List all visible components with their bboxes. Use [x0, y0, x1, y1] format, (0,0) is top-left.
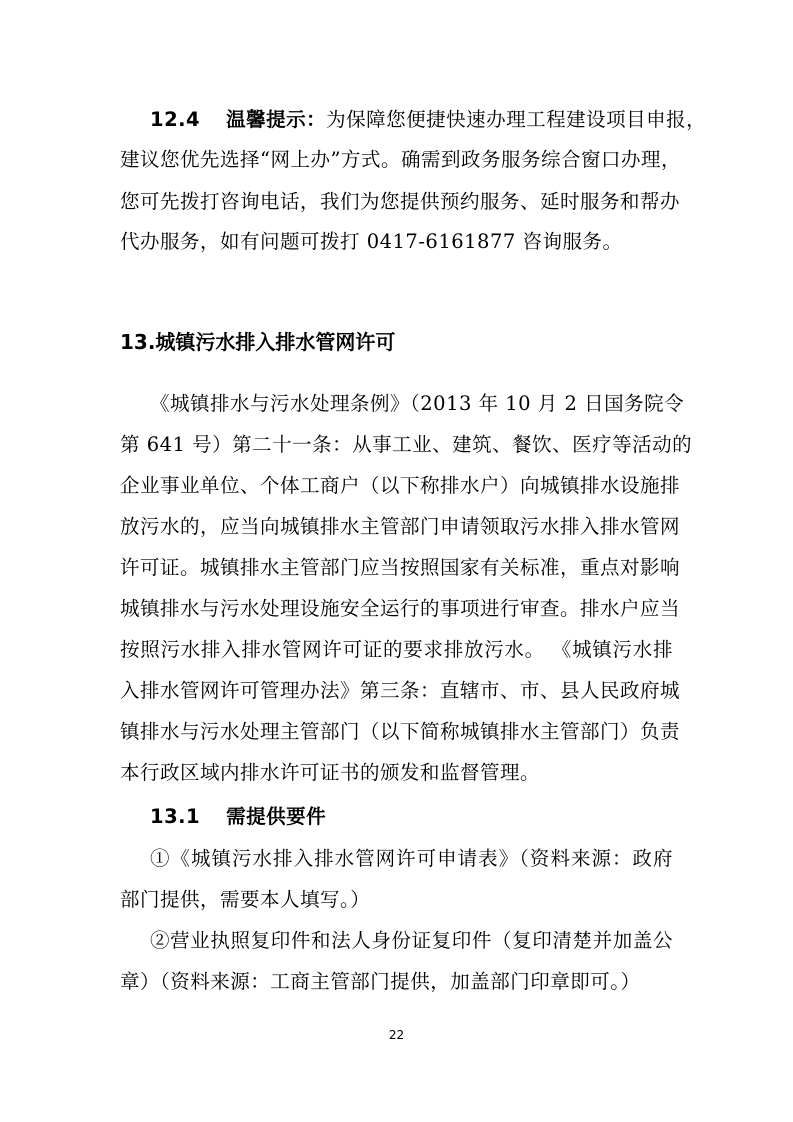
section-12-4-line-2: 建议您优先选择“网上办”方式。确需到政务服务综合窗口办理， — [120, 148, 681, 171]
requirement-item-1-line-2: 部门提供，需要本人填写。） — [120, 888, 371, 911]
section-13-para-line-4: 放污水的，应当向城镇排水主管部门申请领取污水排入排水管网 — [120, 515, 681, 538]
requirement-item-1-line-1: ①《城镇污水排入排水管网许可申请表》（资料来源：政府 — [150, 847, 673, 870]
section-12-4-text: 为保障您便捷快速办理工程建设项目申报， — [326, 108, 707, 131]
section-13-para-line-9: 镇排水与污水处理主管部门（以下简称城镇排水主管部门）负责 — [120, 720, 681, 743]
section-12-4-line-3: 您可先拨打咨询电话，我们为您提供预约服务、延时服务和帮办 — [120, 190, 681, 213]
section-12-4-label: 温馨提示： — [226, 108, 327, 131]
section-12-4-line-1 — [150, 108, 706, 132]
section-13-1-heading — [150, 805, 326, 829]
section-12-4-line-4: 代办服务，如有问题可拨打 0417-6161877 咨询服务。 — [120, 230, 623, 253]
requirement-item-2-line-1: ②营业执照复印件和法人身份证复印件（复印清楚并加盖公 — [150, 929, 673, 952]
section-13-1-label: 需提供要件 — [226, 805, 327, 828]
requirement-item-2-line-2: 章）（资料来源：工商主管部门提供，加盖部门印章即可。） — [120, 970, 641, 993]
section-13-para-line-3: 企业事业单位、个体工商户（以下称排水户）向城镇排水设施排 — [120, 474, 681, 497]
section-13-heading: 13.城镇污水排入排水管网许可 — [120, 330, 396, 354]
section-13-para-line-7: 按照污水排入排水管网许可证的要求排放污水。 《城镇污水排 — [120, 638, 673, 661]
page-number: 22 — [388, 1028, 405, 1042]
section-13-para-line-10: 本行政区域内排水许可证书的颁发和监督管理。 — [120, 761, 541, 784]
section-13-1-number: 13.1 — [150, 805, 201, 828]
section-13-para-line-8: 入排水管网许可管理办法》第三条：直辖市、市、县人民政府城 — [120, 679, 681, 702]
section-13-para-line-6: 城镇排水与污水处理设施安全运行的事项进行审查。排水户应当 — [120, 597, 681, 620]
section-13-para-line-2: 第 641 号）第二十一条：从事工业、建筑、餐饮、医疗等活动的 — [120, 433, 693, 456]
section-12-4-number: 12.4 — [150, 108, 201, 131]
section-13-para-line-1: 《城镇排水与污水处理条例》（2013 年 10 月 2 日国务院令 — [150, 392, 685, 415]
section-13-para-line-5: 许可证。城镇排水主管部门应当按照国家有关标准，重点对影响 — [120, 556, 681, 579]
